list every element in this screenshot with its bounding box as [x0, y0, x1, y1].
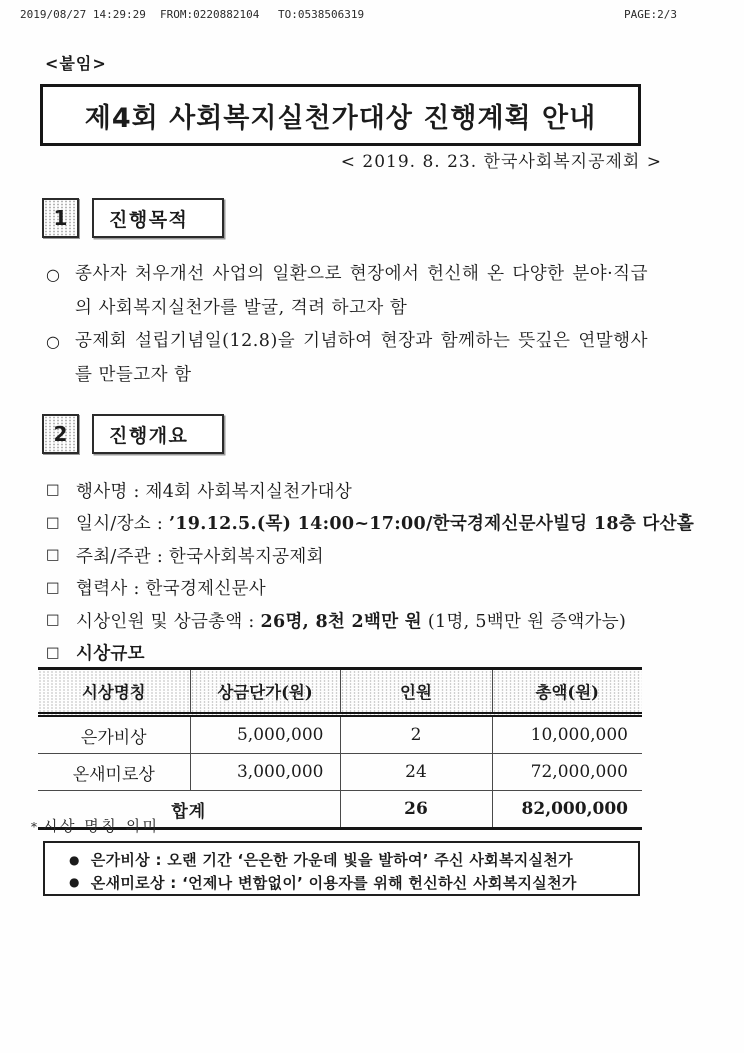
list-item-partner: [46, 572, 686, 605]
footnote-title: [31, 815, 159, 836]
fax-datetime: 2019/08/27 14:29:29: [20, 8, 146, 21]
item-text-normal: 일시/장소 :: [76, 514, 169, 535]
list-item-text: [76, 640, 145, 665]
column-header-count: 인원: [340, 669, 492, 715]
date-organization-line: < 2019. 8. 23. 한국사회복지공제회 >: [340, 152, 662, 172]
section-2-number-badge: 2: [42, 414, 79, 454]
overview-list: [46, 474, 695, 669]
list-item-award-scale: [46, 637, 686, 670]
table-header-row: [38, 669, 642, 715]
list-item-text: [76, 575, 266, 600]
circle-bullet-icon: ○: [46, 265, 60, 284]
purpose-bullet-list: [46, 258, 648, 392]
item-text-bold: 시상규모: [76, 644, 145, 665]
circle-bullet-icon: ○: [46, 332, 60, 351]
cell-grand-total: 82,000,000: [492, 791, 642, 829]
note-item: [69, 872, 638, 893]
list-item-text: [76, 478, 352, 503]
bullet-item: [46, 325, 648, 392]
item-text-bold: ’19.12.5.(목) 14:00~17:00/한국경제신문사빌딩 18층 다산홀: [168, 514, 695, 535]
item-text-normal: 행사명 : 제4회 사회복지실천가대상: [76, 481, 353, 502]
section-2-header: [42, 414, 224, 454]
attachment-label: <붙임>: [45, 54, 107, 73]
list-item-event-name: [46, 474, 686, 507]
title-box: [40, 84, 641, 146]
cell-total: 72,000,000: [492, 754, 642, 791]
award-meaning-notes-box: [43, 841, 640, 896]
section-1-header: [42, 198, 224, 238]
square-bullet-icon: □: [46, 514, 60, 531]
cell-unit-prize: 3,000,000: [190, 754, 340, 791]
note-item: [69, 849, 638, 870]
column-header-total: 총액(원): [492, 669, 642, 715]
section-1-number-badge: 1: [42, 198, 79, 238]
cell-total-label: 합계: [38, 791, 340, 829]
square-bullet-icon: □: [46, 579, 60, 596]
cell-unit-prize: 5,000,000: [190, 715, 340, 754]
footnote-title-text: 시상 명칭 의미: [43, 817, 160, 835]
column-header-award-name: 시상명칭: [38, 669, 190, 715]
fax-header: [0, 8, 744, 24]
square-bullet-icon: □: [46, 547, 60, 564]
section-2-title: 진행개요: [92, 414, 224, 454]
fax-to-number: TO:0538506319: [278, 8, 365, 21]
item-text-normal: 시상인원 및 상금총액 :: [76, 611, 261, 632]
list-item-host: [46, 539, 686, 572]
bullet-text: 종사자 처우개선 사업의 일환으로 현장에서 헌신해 온 다양한 분야·직급의 사회복지실천가를 발굴, 격려 하고자 함: [75, 264, 648, 318]
list-item-prize-total: [46, 604, 686, 637]
cell-total-count: 26: [340, 791, 492, 829]
square-bullet-icon: □: [46, 482, 60, 499]
note-text: 은가비상 : 오랜 기간 ‘은은한 가운데 빛을 발하여’ 주신 사회복지실천가: [90, 851, 573, 870]
fax-page-indicator: PAGE:2/3: [624, 8, 677, 21]
cell-award-name: 온새미로상: [38, 754, 190, 791]
dot-bullet-icon: ●: [69, 875, 80, 890]
table-row: [38, 715, 642, 754]
list-item-text: [76, 543, 324, 568]
cell-count: 2: [340, 715, 492, 754]
table-row: [38, 754, 642, 791]
cell-total: 10,000,000: [492, 715, 642, 754]
bullet-item: [46, 258, 648, 325]
item-text-normal: 협력사 : 한국경제신문사: [76, 579, 266, 600]
list-item-datetime-venue: [46, 507, 695, 540]
cell-award-name: 은가비상: [80, 727, 147, 748]
bullet-text: 공제회 설립기념일(12.8)을 기념하여 현장과 함께하는 뜻깊은 연말행사를 만들고자 함: [75, 331, 648, 385]
item-text-normal: 주최/주관 : 한국사회복지공제회: [76, 546, 324, 567]
list-item-text: [76, 608, 626, 633]
fax-from-number: FROM:0220882104: [160, 8, 260, 21]
list-item-text: [76, 510, 694, 535]
column-header-unit-prize: 상금단가(원): [190, 669, 340, 715]
square-bullet-icon: □: [46, 612, 60, 629]
page-title: 제4회 사회복지실천가대상 진행계획 안내: [84, 102, 597, 134]
item-text-normal: (1명, 5백만 원 증액가능): [422, 611, 627, 632]
cell-count: 24: [340, 754, 492, 791]
section-1-title: 진행목적: [92, 198, 224, 238]
square-bullet-icon: □: [46, 644, 60, 661]
dot-bullet-icon: ●: [69, 852, 80, 867]
asterisk-icon: *: [31, 820, 37, 834]
awards-table: [38, 667, 642, 830]
note-text: 온새미로상 : ‘언제나 변함없이’ 이용자를 위해 헌신하신 사회복지실천가: [90, 873, 577, 892]
item-text-bold: 26명, 8천 2백만 원: [260, 611, 423, 632]
